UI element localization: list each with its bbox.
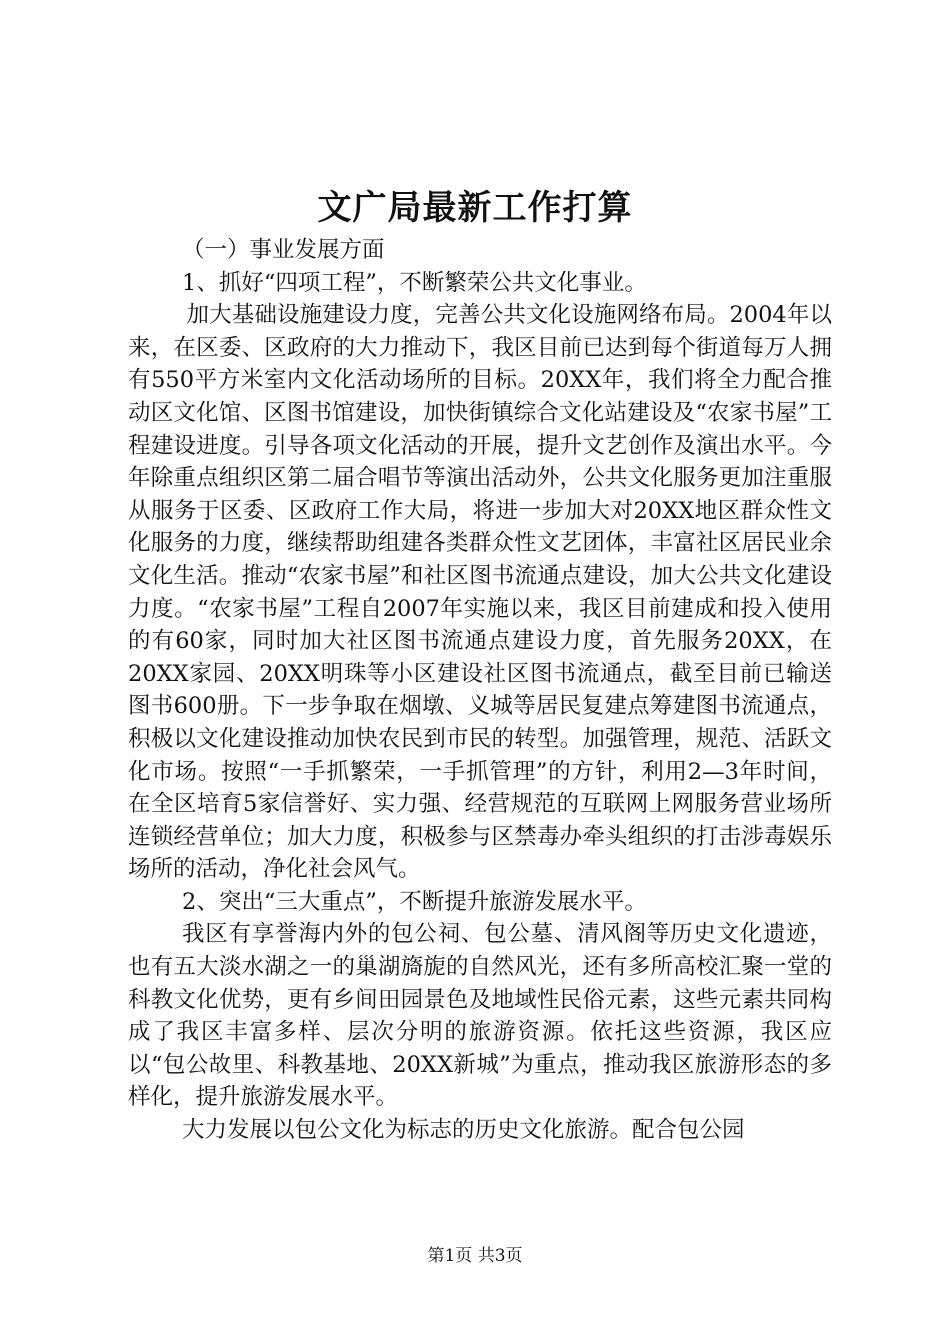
section-heading: （一）事业发展方面 <box>182 237 385 263</box>
subsection-heading: 1、抓好“四项工程”，不断繁荣公共文化事业。 <box>182 269 647 296</box>
document-title: 文广局最新工作打算 <box>317 188 633 228</box>
document-body <box>128 234 832 1147</box>
paragraph: 加大基础设施建设力度，完善公共文化设施网络布局。2004年以来，在区委、区政府的大力推动下，我区目前已达到每个街道每万人拥有550平方米室内文化活动场所的目标。20XX年，我们将全力配合推动区文化馆、区图书馆建设，加快街镇综合文化站建设及“农家书屋”工程建设进度。引导各项文化活动的开展，提升文艺创作及演出水平。今年除重点组织区第二届合唱节等演出活动外，公共文化服务更加注重服从服务于区委、区政府工作大局，将进一步加大对20XX地区群众性文化服务的力度，继续帮助组建各类群众性文艺团体，丰富社区居民业余文化生活。推动“农家书屋”和社区图书流通点建设，加大公共文化建设力度。“农家书屋”工程自2007年实施以来，我区目前建成和投入使用的有60家，同时加大社区图书流通点建设力度，首先服务20XX，在20XX家园、20XX明珠等小区建设社区图书流通点，截至目前已输送图书600册。下一步争取在烟墩、义城等居民复建点筹建图书流通点，积极以文化建设推动加快农民到市民的转型。加强管理，规范、活跃文化市场。按照“一手抓繁荣，一手抓管理”的方针，利用2—3年时间，在全区培育5家信誉好、实力强、经营规范的互联网上网服务营业场所连锁经营单位；加大力度，积极参与区禁毒办牵头组织的打击涉毒娱乐场所的活动，净化社会风气。 <box>128 302 832 883</box>
paragraph: 我区有享誉海内外的包公祠、包公墓、清风阁等历史文化遗迹，也有五大淡水湖之一的巢湖旖旎的自然风光，还有多所高校汇聚一堂的科教文化优势，更有乡间田园景色及地域性民俗元素，这些元素共同构成了我区丰富多样、层次分明的旅游资源。依托这些资源，我区应以“包公故里、科教基地、20XX新城”为重点，推动我区旅游形态的多样化，提升旅游发展水平。 <box>128 921 832 1111</box>
page-footer: 第1页 共3页 <box>427 1246 523 1266</box>
subsection-heading: 2、突出“三大重点”，不断提升旅游发展水平。 <box>182 888 647 915</box>
paragraph: 大力发展以包公文化为标志的历史文化旅游。配合包公园 <box>182 1117 745 1144</box>
